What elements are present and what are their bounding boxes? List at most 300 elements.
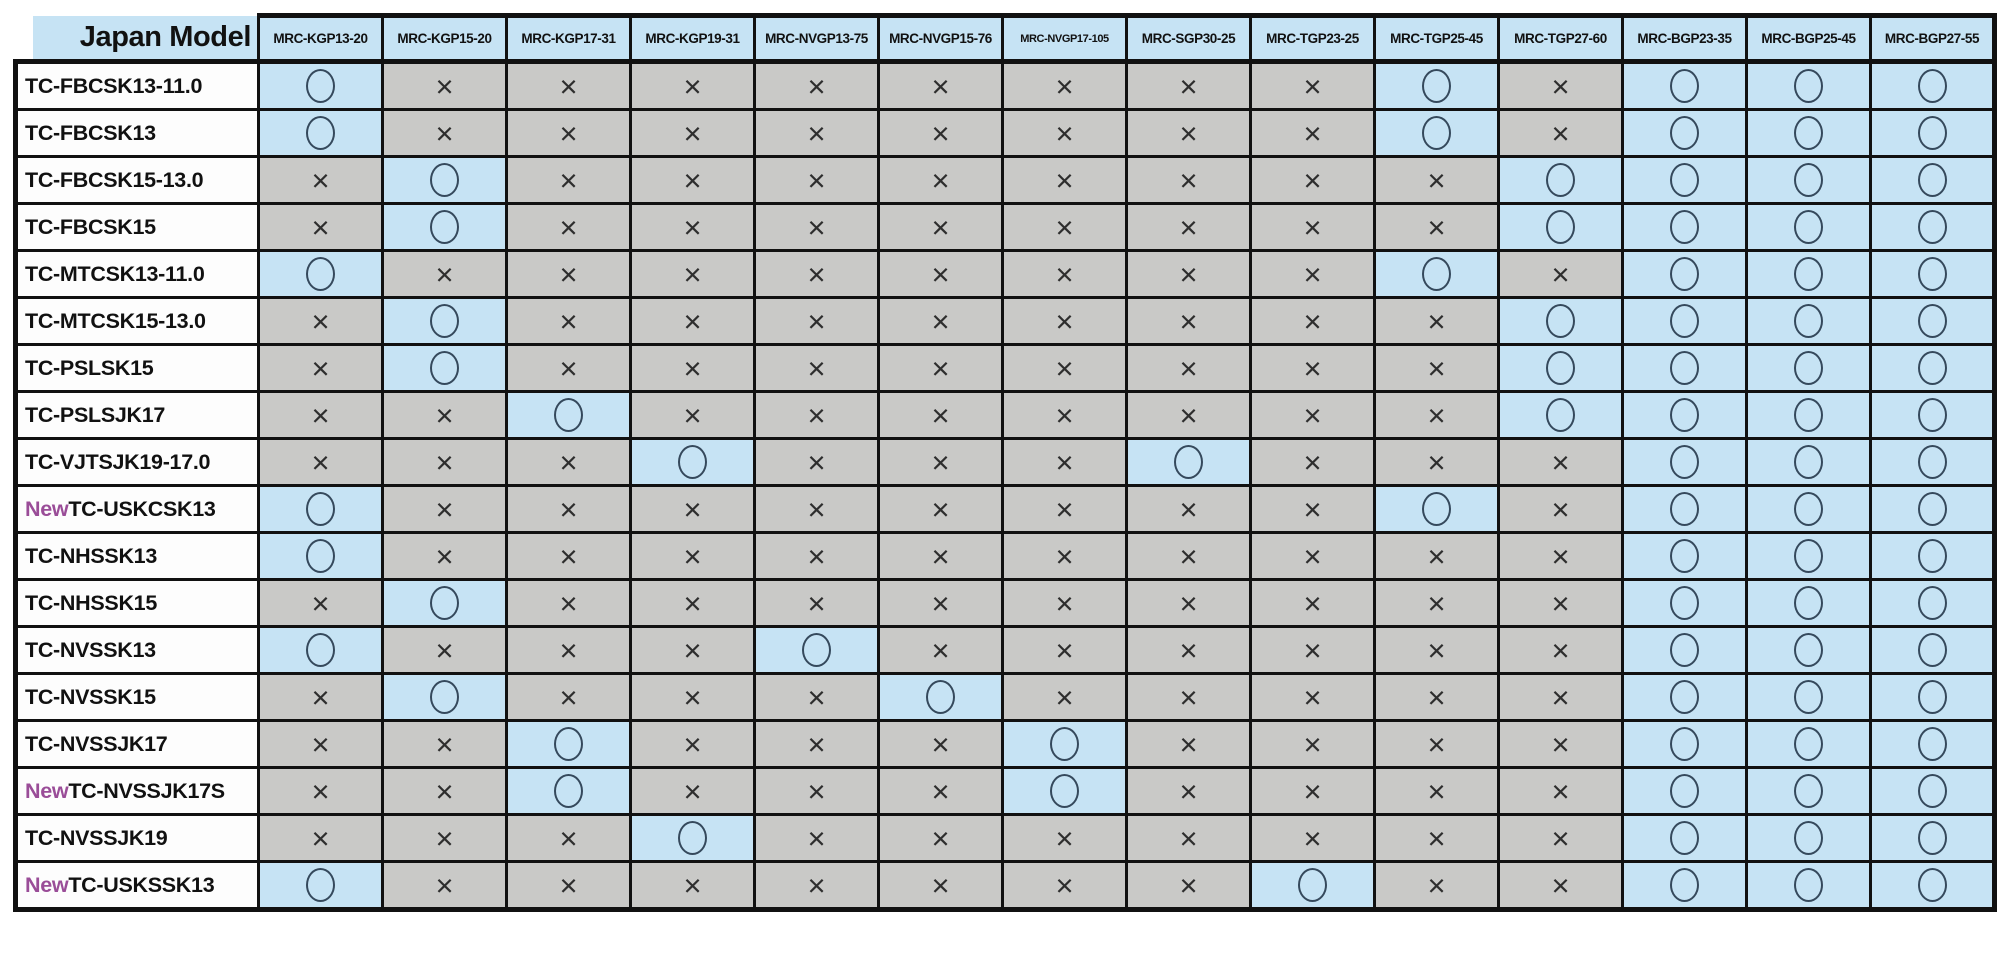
cross-mark-icon: ×: [311, 397, 330, 433]
cross-mark-icon: ×: [559, 209, 578, 245]
incompatible-cell: [383, 392, 507, 439]
compatible-cell: [1375, 486, 1499, 533]
incompatible-cell: [631, 674, 755, 721]
incompatible-cell: [1251, 62, 1375, 110]
table-row: [16, 721, 1995, 768]
cross-mark-icon: ×: [1551, 491, 1570, 527]
cross-mark-icon: ×: [683, 726, 702, 762]
incompatible-cell: [1375, 768, 1499, 815]
cross-mark-icon: ×: [931, 303, 950, 339]
cross-mark-icon: ×: [1427, 726, 1446, 762]
incompatible-cell: [1375, 674, 1499, 721]
cross-mark-icon: ×: [1551, 726, 1570, 762]
circle-mark-icon: [1794, 304, 1823, 338]
incompatible-cell: [631, 486, 755, 533]
cross-mark-icon: ×: [1427, 820, 1446, 856]
incompatible-cell: [755, 62, 879, 110]
cross-mark-icon: ×: [1427, 773, 1446, 809]
compatible-cell: [1871, 204, 1995, 251]
cross-mark-icon: ×: [683, 397, 702, 433]
compatible-cell: [1871, 439, 1995, 486]
circle-mark-icon: [1794, 868, 1823, 902]
incompatible-cell: [1499, 533, 1623, 580]
cross-mark-icon: ×: [1055, 491, 1074, 527]
compatible-cell: [1747, 439, 1871, 486]
row-label: [16, 533, 259, 580]
compatible-cell: [1871, 533, 1995, 580]
incompatible-cell: [1375, 204, 1499, 251]
incompatible-cell: [755, 345, 879, 392]
cross-mark-icon: ×: [435, 68, 454, 104]
circle-mark-icon: [306, 492, 335, 526]
cross-mark-icon: ×: [807, 679, 826, 715]
cross-mark-icon: ×: [1055, 538, 1074, 574]
cross-mark-icon: ×: [1055, 397, 1074, 433]
cross-mark-icon: ×: [1179, 397, 1198, 433]
compatible-cell: [1747, 721, 1871, 768]
incompatible-cell: [631, 62, 755, 110]
cross-mark-icon: ×: [807, 350, 826, 386]
cross-mark-icon: ×: [931, 209, 950, 245]
circle-mark-icon: [1794, 492, 1823, 526]
circle-mark-icon: [678, 445, 707, 479]
circle-mark-icon: [1670, 69, 1699, 103]
circle-mark-icon: [554, 774, 583, 808]
circle-mark-icon: [1918, 633, 1947, 667]
cross-mark-icon: ×: [931, 68, 950, 104]
incompatible-cell: [1127, 345, 1251, 392]
column-header-mrc-bgp23-35: MRC-BGP23-35: [1623, 16, 1747, 62]
compatible-cell: [1871, 62, 1995, 110]
circle-mark-icon: [1918, 257, 1947, 291]
cross-mark-icon: ×: [1055, 867, 1074, 903]
compatible-cell: [1871, 157, 1995, 204]
incompatible-cell: [383, 862, 507, 910]
circle-mark-icon: [1670, 680, 1699, 714]
circle-mark-icon: [926, 680, 955, 714]
cross-mark-icon: ×: [683, 679, 702, 715]
compatible-cell: [1871, 298, 1995, 345]
cross-mark-icon: ×: [683, 115, 702, 151]
incompatible-cell: [1127, 580, 1251, 627]
compatible-cell: [1871, 627, 1995, 674]
circle-mark-icon: [1422, 69, 1451, 103]
compatible-cell: [1747, 486, 1871, 533]
model-name: TC-USKCSK13: [68, 496, 216, 521]
cross-mark-icon: ×: [311, 820, 330, 856]
incompatible-cell: [383, 251, 507, 298]
circle-mark-icon: [1918, 680, 1947, 714]
incompatible-cell: [879, 862, 1003, 910]
incompatible-cell: [755, 439, 879, 486]
incompatible-cell: [755, 486, 879, 533]
circle-mark-icon: [1918, 727, 1947, 761]
cross-mark-icon: ×: [1179, 350, 1198, 386]
incompatible-cell: [1251, 204, 1375, 251]
circle-mark-icon: [1670, 210, 1699, 244]
row-label: [16, 627, 259, 674]
incompatible-cell: [259, 392, 383, 439]
compatible-cell: [1499, 298, 1623, 345]
incompatible-cell: [879, 486, 1003, 533]
cross-mark-icon: ×: [1179, 867, 1198, 903]
compatible-cell: [1747, 251, 1871, 298]
compatible-cell: [1623, 298, 1747, 345]
incompatible-cell: [1127, 110, 1251, 157]
incompatible-cell: [1251, 345, 1375, 392]
incompatible-cell: [1499, 251, 1623, 298]
cross-mark-icon: ×: [311, 585, 330, 621]
cross-mark-icon: ×: [683, 538, 702, 574]
compatible-cell: [383, 204, 507, 251]
compatible-cell: [1375, 62, 1499, 110]
incompatible-cell: [1375, 157, 1499, 204]
incompatible-cell: [755, 298, 879, 345]
table-row: [16, 62, 1995, 110]
circle-mark-icon: [1794, 351, 1823, 385]
compatible-cell: [755, 627, 879, 674]
circle-mark-icon: [1298, 868, 1327, 902]
row-label: [16, 110, 259, 157]
circle-mark-icon: [1918, 868, 1947, 902]
row-label: [16, 486, 259, 533]
cross-mark-icon: ×: [1551, 256, 1570, 292]
cross-mark-icon: ×: [1179, 632, 1198, 668]
compatible-cell: [1251, 862, 1375, 910]
incompatible-cell: [1499, 768, 1623, 815]
cross-mark-icon: ×: [1303, 491, 1322, 527]
compatible-cell: [1747, 627, 1871, 674]
model-name: TC-PSLSK15: [25, 355, 154, 380]
cross-mark-icon: ×: [1303, 303, 1322, 339]
cross-mark-icon: ×: [435, 256, 454, 292]
incompatible-cell: [507, 674, 631, 721]
circle-mark-icon: [1670, 163, 1699, 197]
circle-mark-icon: [1670, 539, 1699, 573]
cross-mark-icon: ×: [311, 350, 330, 386]
compatible-cell: [1623, 251, 1747, 298]
cross-mark-icon: ×: [807, 867, 826, 903]
cross-mark-icon: ×: [1055, 444, 1074, 480]
incompatible-cell: [1127, 533, 1251, 580]
circle-mark-icon: [1794, 69, 1823, 103]
cross-mark-icon: ×: [931, 397, 950, 433]
incompatible-cell: [1251, 580, 1375, 627]
circle-mark-icon: [1546, 304, 1575, 338]
cross-mark-icon: ×: [807, 444, 826, 480]
circle-mark-icon: [1546, 210, 1575, 244]
compatible-cell: [1747, 345, 1871, 392]
cross-mark-icon: ×: [1303, 68, 1322, 104]
cross-mark-icon: ×: [1179, 115, 1198, 151]
circle-mark-icon: [1670, 821, 1699, 855]
cross-mark-icon: ×: [807, 585, 826, 621]
column-header-mrc-kgp13-20: MRC-KGP13-20: [259, 16, 383, 62]
corner-cell: [16, 16, 259, 62]
compatible-cell: [383, 580, 507, 627]
incompatible-cell: [507, 110, 631, 157]
compatible-cell: [1871, 345, 1995, 392]
circle-mark-icon: [430, 304, 459, 338]
incompatible-cell: [507, 580, 631, 627]
cross-mark-icon: ×: [683, 68, 702, 104]
model-name: TC-NVSSJK19: [25, 825, 168, 850]
compatible-cell: [1871, 768, 1995, 815]
incompatible-cell: [1499, 862, 1623, 910]
compatible-cell: [1375, 251, 1499, 298]
incompatible-cell: [631, 204, 755, 251]
compatible-cell: [1375, 110, 1499, 157]
compatible-cell: [1499, 157, 1623, 204]
incompatible-cell: [1003, 674, 1127, 721]
cross-mark-icon: ×: [1551, 632, 1570, 668]
cross-mark-icon: ×: [1427, 867, 1446, 903]
incompatible-cell: [1375, 392, 1499, 439]
circle-mark-icon: [1050, 774, 1079, 808]
incompatible-cell: [1003, 533, 1127, 580]
circle-mark-icon: [1794, 539, 1823, 573]
cross-mark-icon: ×: [435, 491, 454, 527]
circle-mark-icon: [1670, 586, 1699, 620]
incompatible-cell: [1003, 815, 1127, 862]
compatible-cell: [1747, 110, 1871, 157]
incompatible-cell: [1003, 580, 1127, 627]
compatible-cell: [259, 533, 383, 580]
compatible-cell: [259, 862, 383, 910]
incompatible-cell: [1375, 345, 1499, 392]
incompatible-cell: [259, 815, 383, 862]
incompatible-cell: [631, 110, 755, 157]
compatible-cell: [1623, 768, 1747, 815]
compatible-cell: [1747, 862, 1871, 910]
cross-mark-icon: ×: [435, 115, 454, 151]
circle-mark-icon: [1670, 868, 1699, 902]
circle-mark-icon: [1794, 633, 1823, 667]
model-name: TC-FBCSK15-13.0: [25, 167, 204, 192]
row-label: [16, 815, 259, 862]
incompatible-cell: [1127, 862, 1251, 910]
incompatible-cell: [1251, 157, 1375, 204]
cross-mark-icon: ×: [311, 209, 330, 245]
incompatible-cell: [1499, 580, 1623, 627]
cross-mark-icon: ×: [931, 491, 950, 527]
row-label: [16, 862, 259, 910]
column-header-mrc-tgp27-60: MRC-TGP27-60: [1499, 16, 1623, 62]
model-name: TC-NVSSK15: [25, 684, 156, 709]
circle-mark-icon: [1918, 304, 1947, 338]
model-name: TC-NVSSK13: [25, 637, 156, 662]
compatible-cell: [259, 251, 383, 298]
cross-mark-icon: ×: [1303, 538, 1322, 574]
incompatible-cell: [1499, 721, 1623, 768]
cross-mark-icon: ×: [1303, 585, 1322, 621]
circle-mark-icon: [1422, 257, 1451, 291]
cross-mark-icon: ×: [435, 820, 454, 856]
incompatible-cell: [879, 298, 1003, 345]
cross-mark-icon: ×: [1055, 679, 1074, 715]
column-header-mrc-bgp25-45: MRC-BGP25-45: [1747, 16, 1871, 62]
cross-mark-icon: ×: [683, 867, 702, 903]
incompatible-cell: [879, 251, 1003, 298]
incompatible-cell: [259, 298, 383, 345]
cross-mark-icon: ×: [1551, 68, 1570, 104]
row-label: [16, 157, 259, 204]
cross-mark-icon: ×: [559, 115, 578, 151]
cross-mark-icon: ×: [1427, 397, 1446, 433]
cross-mark-icon: ×: [683, 303, 702, 339]
incompatible-cell: [259, 157, 383, 204]
cross-mark-icon: ×: [1551, 115, 1570, 151]
incompatible-cell: [507, 815, 631, 862]
cross-mark-icon: ×: [559, 444, 578, 480]
circle-mark-icon: [306, 257, 335, 291]
incompatible-cell: [1375, 439, 1499, 486]
compatible-cell: [1871, 815, 1995, 862]
incompatible-cell: [879, 815, 1003, 862]
incompatible-cell: [1127, 157, 1251, 204]
cross-mark-icon: ×: [807, 256, 826, 292]
incompatible-cell: [1499, 627, 1623, 674]
circle-mark-icon: [430, 210, 459, 244]
cross-mark-icon: ×: [1055, 820, 1074, 856]
cross-mark-icon: ×: [1427, 444, 1446, 480]
incompatible-cell: [1499, 674, 1623, 721]
compatible-cell: [1623, 862, 1747, 910]
circle-mark-icon: [1918, 210, 1947, 244]
cross-mark-icon: ×: [931, 444, 950, 480]
incompatible-cell: [1003, 62, 1127, 110]
incompatible-cell: [755, 721, 879, 768]
circle-mark-icon: [1794, 116, 1823, 150]
cross-mark-icon: ×: [311, 773, 330, 809]
new-badge: New: [25, 872, 69, 897]
incompatible-cell: [1003, 392, 1127, 439]
incompatible-cell: [507, 627, 631, 674]
cross-mark-icon: ×: [559, 68, 578, 104]
incompatible-cell: [879, 533, 1003, 580]
cross-mark-icon: ×: [1179, 491, 1198, 527]
page: [0, 13, 2000, 971]
compatible-cell: [1871, 392, 1995, 439]
circle-mark-icon: [1918, 539, 1947, 573]
cross-mark-icon: ×: [435, 773, 454, 809]
table-row: [16, 251, 1995, 298]
cross-mark-icon: ×: [683, 209, 702, 245]
cross-mark-icon: ×: [311, 444, 330, 480]
compatible-cell: [507, 768, 631, 815]
incompatible-cell: [755, 533, 879, 580]
compatible-cell: [1747, 204, 1871, 251]
incompatible-cell: [1003, 862, 1127, 910]
table-row: [16, 392, 1995, 439]
cross-mark-icon: ×: [1179, 68, 1198, 104]
cross-mark-icon: ×: [1303, 397, 1322, 433]
cross-mark-icon: ×: [1551, 867, 1570, 903]
cross-mark-icon: ×: [1055, 303, 1074, 339]
cross-mark-icon: ×: [1055, 209, 1074, 245]
cross-mark-icon: ×: [559, 538, 578, 574]
table-row: [16, 110, 1995, 157]
table-row: [16, 580, 1995, 627]
cross-mark-icon: ×: [559, 256, 578, 292]
incompatible-cell: [755, 251, 879, 298]
cross-mark-icon: ×: [1427, 209, 1446, 245]
circle-mark-icon: [1670, 257, 1699, 291]
compatible-cell: [1623, 439, 1747, 486]
cross-mark-icon: ×: [1551, 820, 1570, 856]
incompatible-cell: [383, 486, 507, 533]
incompatible-cell: [879, 392, 1003, 439]
row-label: [16, 580, 259, 627]
cross-mark-icon: ×: [435, 538, 454, 574]
cross-mark-icon: ×: [435, 397, 454, 433]
incompatible-cell: [1499, 486, 1623, 533]
cross-mark-icon: ×: [1427, 632, 1446, 668]
compatible-cell: [1623, 627, 1747, 674]
cross-mark-icon: ×: [1303, 679, 1322, 715]
new-badge: New: [25, 496, 69, 521]
incompatible-cell: [1127, 392, 1251, 439]
incompatible-cell: [1003, 345, 1127, 392]
model-name: TC-NHSSK13: [25, 543, 157, 568]
japan-model-title: Japan Model: [33, 16, 258, 60]
incompatible-cell: [1251, 627, 1375, 674]
incompatible-cell: [879, 204, 1003, 251]
incompatible-cell: [631, 862, 755, 910]
cross-mark-icon: ×: [1427, 162, 1446, 198]
cross-mark-icon: ×: [931, 820, 950, 856]
circle-mark-icon: [1546, 163, 1575, 197]
cross-mark-icon: ×: [311, 303, 330, 339]
compatible-cell: [259, 486, 383, 533]
incompatible-cell: [1251, 768, 1375, 815]
column-header-mrc-kgp19-31: MRC-KGP19-31: [631, 16, 755, 62]
table-row: [16, 298, 1995, 345]
circle-mark-icon: [306, 539, 335, 573]
incompatible-cell: [1003, 439, 1127, 486]
incompatible-cell: [1251, 815, 1375, 862]
cross-mark-icon: ×: [931, 867, 950, 903]
cross-mark-icon: ×: [683, 256, 702, 292]
cross-mark-icon: ×: [683, 162, 702, 198]
incompatible-cell: [507, 439, 631, 486]
cross-mark-icon: ×: [1427, 538, 1446, 574]
model-name: TC-FBCSK13: [25, 120, 156, 145]
incompatible-cell: [507, 298, 631, 345]
cross-mark-icon: ×: [931, 773, 950, 809]
row-label: [16, 251, 259, 298]
incompatible-cell: [755, 204, 879, 251]
incompatible-cell: [631, 721, 755, 768]
model-name: TC-USKSSK13: [68, 872, 215, 897]
incompatible-cell: [631, 345, 755, 392]
row-label: [16, 392, 259, 439]
incompatible-cell: [259, 674, 383, 721]
cross-mark-icon: ×: [807, 303, 826, 339]
incompatible-cell: [755, 768, 879, 815]
circle-mark-icon: [1050, 727, 1079, 761]
incompatible-cell: [1375, 862, 1499, 910]
incompatible-cell: [1375, 721, 1499, 768]
incompatible-cell: [879, 439, 1003, 486]
cross-mark-icon: ×: [435, 726, 454, 762]
incompatible-cell: [1251, 721, 1375, 768]
incompatible-cell: [755, 674, 879, 721]
cross-mark-icon: ×: [1179, 820, 1198, 856]
cross-mark-icon: ×: [683, 350, 702, 386]
cross-mark-icon: ×: [1303, 162, 1322, 198]
cross-mark-icon: ×: [1551, 538, 1570, 574]
